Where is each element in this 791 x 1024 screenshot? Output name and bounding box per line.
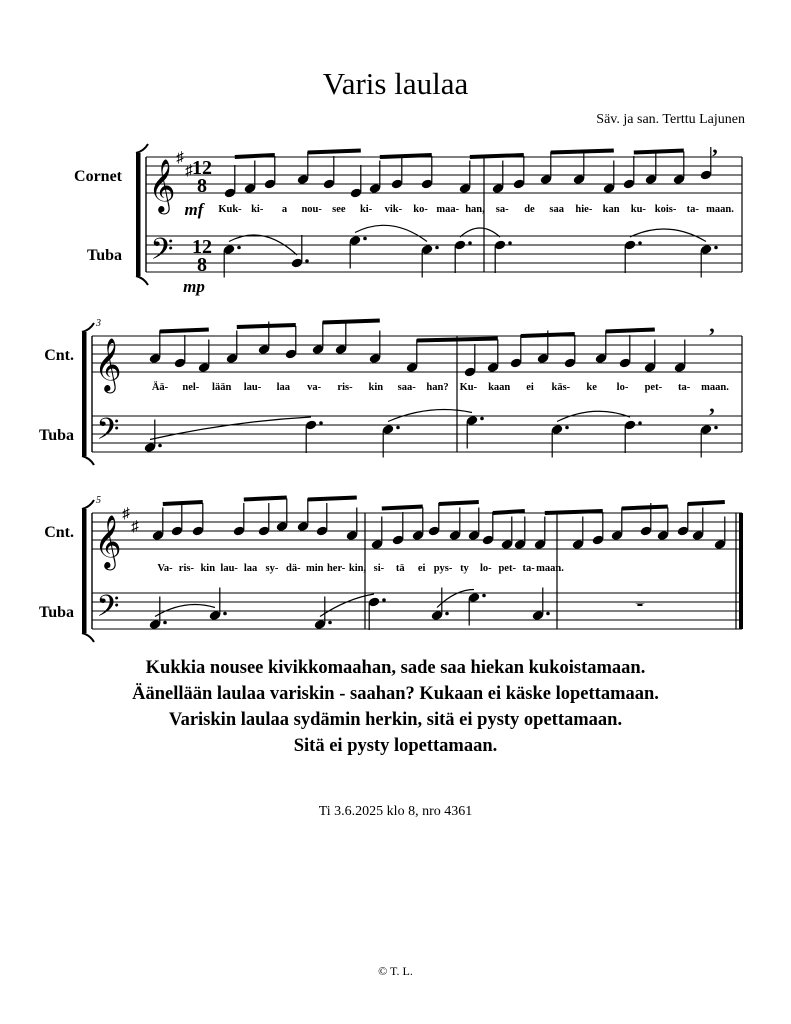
dot xyxy=(546,612,550,616)
lyric-syllable: maan. xyxy=(536,563,564,574)
treble-clef-icon: 𝄞 xyxy=(94,516,122,567)
cornet-note xyxy=(392,512,405,546)
lyric-syllable: lau- xyxy=(243,382,262,393)
lyric-syllable: käs- xyxy=(551,382,571,393)
lyric-syllable: pet- xyxy=(644,382,663,393)
lyric-syllable: ris- xyxy=(337,382,353,393)
lyric-syllable: kin, xyxy=(348,563,367,574)
sharp-icon: ♯ xyxy=(131,519,139,535)
lyric-syllable: a xyxy=(281,204,288,215)
copyright-notice: © T. L. xyxy=(378,964,413,978)
cornet-note xyxy=(510,335,523,369)
lyric-syllable: saa- xyxy=(397,382,416,393)
lyric-syllable: Ku- xyxy=(459,382,478,393)
dot xyxy=(237,246,241,250)
lyrics-line: Äänellään laulaa variskin - saahan? Kukaan ei käske lopettamaan. xyxy=(132,684,659,704)
system-bracket xyxy=(136,153,141,276)
cornet-note xyxy=(285,326,298,360)
lyric-syllable: dä- xyxy=(286,563,301,574)
dot xyxy=(638,241,642,245)
cornet-notes xyxy=(224,147,713,199)
lyric-syllable: lään xyxy=(212,382,232,393)
cornet-note xyxy=(312,322,325,356)
cornet-note xyxy=(224,165,237,199)
cornet-note xyxy=(276,499,289,533)
tuba-staff xyxy=(146,236,742,272)
lyric-syllable: Va- xyxy=(157,563,173,574)
dot xyxy=(468,241,472,245)
cornet-note xyxy=(421,156,434,190)
lyrics-line: Variskin laulaa sydämin herkin, sitä ei pysty opettamaan. xyxy=(168,710,623,730)
note-beam xyxy=(493,511,525,513)
cornet-note xyxy=(264,156,277,190)
note-beam xyxy=(545,511,603,513)
slur xyxy=(437,590,474,608)
cornet-note xyxy=(564,335,577,369)
cornet-note xyxy=(316,503,329,537)
lyric-syllable: ei xyxy=(526,382,534,393)
note-beam xyxy=(382,507,423,509)
lyric-syllable: kois- xyxy=(654,204,677,215)
tuba-note xyxy=(454,239,467,273)
cornet-note xyxy=(482,512,495,546)
time-signature-top: 12 xyxy=(192,236,212,258)
lyric-syllable: ku- xyxy=(630,204,646,215)
tuba-notes xyxy=(223,225,718,277)
tuba-note xyxy=(624,239,637,273)
lyric-syllable: lo- xyxy=(616,382,629,393)
lyrics-row xyxy=(218,204,734,215)
tuba-note xyxy=(305,419,318,453)
cornet-note xyxy=(258,503,271,537)
note-beam xyxy=(163,502,203,504)
lyrics-text-block xyxy=(0,655,791,759)
lyric-syllable: Ää- xyxy=(151,382,169,393)
cornet-note xyxy=(623,156,636,190)
sharp-icon: ♯ xyxy=(185,163,193,179)
note-beam xyxy=(521,334,575,336)
bracket-hook xyxy=(136,144,148,153)
treble-clef-icon: 𝄞 xyxy=(94,339,122,390)
slur xyxy=(630,229,706,242)
dot xyxy=(480,417,484,421)
cornet-note xyxy=(391,156,404,190)
footer-date: Ti 3.6.2025 klo 8, nro 4361 xyxy=(318,804,473,819)
breath-mark: , xyxy=(709,312,715,337)
tuba-note xyxy=(291,235,304,269)
lyric-syllable: ei xyxy=(417,563,426,574)
lyric-syllable: ko- xyxy=(413,204,428,215)
slur xyxy=(150,417,311,440)
lyric-syllable: ty xyxy=(460,563,469,574)
cornet-note xyxy=(677,503,690,537)
lyric-syllable: see xyxy=(332,204,346,215)
lyric-syllable: Kuk- xyxy=(218,204,242,215)
lyrics-line: Sitä ei pysty lopettamaan. xyxy=(293,736,498,756)
dot xyxy=(363,237,367,241)
note-beam xyxy=(551,151,614,153)
dot xyxy=(445,612,449,616)
dot xyxy=(163,621,167,625)
dot xyxy=(565,426,569,430)
lyric-syllable: tä xyxy=(395,563,405,574)
part-label-cornet: Cnt. xyxy=(44,347,74,364)
dot xyxy=(305,259,309,263)
dot xyxy=(382,598,386,602)
dot xyxy=(714,246,718,250)
part-label-tuba: Tuba xyxy=(87,247,122,264)
dot xyxy=(638,421,642,425)
note-beam xyxy=(439,502,479,504)
part-label-tuba: Tuba xyxy=(39,604,74,621)
lyric-syllable: nou- xyxy=(301,204,322,215)
final-barline-thick xyxy=(739,513,743,629)
breath-mark: , xyxy=(712,133,718,158)
part-label-cornet: Cnt. xyxy=(44,524,74,541)
lyric-syllable: pys- xyxy=(433,563,453,574)
lyrics-row xyxy=(157,563,564,574)
tuba-note xyxy=(494,239,507,273)
note-beam xyxy=(235,155,275,157)
lyric-syllable: laa xyxy=(276,382,291,393)
bracket-hook xyxy=(82,500,94,509)
cornet-note xyxy=(350,165,363,199)
lyric-syllable: va- xyxy=(307,382,322,393)
composer-credit: Säv. ja san. Terttu Lajunen xyxy=(596,112,745,127)
lyric-syllable: her- xyxy=(326,563,346,574)
lyrics-row xyxy=(152,380,729,393)
cornet-note xyxy=(592,512,605,546)
time-signature-top: 12 xyxy=(192,157,212,179)
dot xyxy=(158,444,162,448)
bracket-hook xyxy=(82,456,94,465)
time-signature-bottom: 8 xyxy=(197,254,207,276)
bass-clef-icon: 𝄢 xyxy=(150,233,174,273)
tuba-note xyxy=(624,419,637,453)
lyrics-line: Kukkia nousee kivikkomaahan, sade saa hiekan kukoistamaan. xyxy=(145,658,646,678)
dot xyxy=(328,621,332,625)
note-beam xyxy=(380,155,432,157)
lyric-syllable: lo- xyxy=(479,563,492,574)
lyric-syllable: ta- xyxy=(686,204,699,215)
cornet-note xyxy=(174,335,187,369)
dot xyxy=(435,246,439,250)
sharp-icon: ♯ xyxy=(122,506,130,522)
time-signature-bottom: 8 xyxy=(197,175,207,197)
dot xyxy=(714,426,718,430)
cornet-note xyxy=(513,156,526,190)
cornet-notes xyxy=(149,321,687,378)
lyric-syllable: ta- xyxy=(522,563,535,574)
whole-rest-icon: 𝄻 xyxy=(635,597,645,623)
dot xyxy=(482,594,486,598)
system-2 xyxy=(39,312,742,465)
lyric-syllable: kin xyxy=(200,563,216,574)
bass-clef-icon: 𝄢 xyxy=(96,590,120,630)
note-beam xyxy=(323,321,380,323)
cornet-note xyxy=(464,344,477,378)
lyric-syllable: laa xyxy=(243,563,258,574)
lyric-syllable: maa- xyxy=(436,204,460,215)
cornet-note xyxy=(171,503,184,537)
dynamic-cornet: mf xyxy=(184,200,204,219)
lyric-syllable: han, xyxy=(465,204,485,215)
cornet-note xyxy=(192,503,205,537)
bracket-hook xyxy=(82,323,94,332)
cornet-note xyxy=(297,499,310,533)
bracket-hook xyxy=(82,633,94,642)
cornet-note xyxy=(700,147,713,181)
lyric-syllable: kin xyxy=(368,382,384,393)
system-bracket xyxy=(82,509,87,633)
cornet-note xyxy=(335,322,348,356)
lyric-syllable: maan. xyxy=(701,382,729,393)
note-beam xyxy=(244,498,287,500)
note-beam xyxy=(160,330,209,332)
note-beam xyxy=(417,339,498,341)
dot xyxy=(508,241,512,245)
lyric-syllable: ki- xyxy=(359,204,373,215)
lyric-syllable: de xyxy=(524,204,535,215)
measure-number: 5 xyxy=(96,495,101,506)
dot xyxy=(319,421,323,425)
cornet-note xyxy=(619,335,632,369)
lyric-syllable: hie- xyxy=(575,204,593,215)
lyric-syllable: min xyxy=(305,563,324,574)
system-3 xyxy=(39,495,743,642)
lyric-syllable: pet- xyxy=(498,563,516,574)
sharp-icon: ♯ xyxy=(176,150,184,166)
note-beam xyxy=(606,330,655,332)
lyric-syllable: kaan xyxy=(488,382,511,393)
lyric-syllable: saa xyxy=(549,204,564,215)
lyric-syllable: ki- xyxy=(251,204,264,215)
cornet-note xyxy=(428,503,441,537)
part-label-tuba: Tuba xyxy=(39,427,74,444)
lyric-syllable: sa- xyxy=(495,204,509,215)
breath-mark: , xyxy=(709,392,715,417)
bass-clef-icon: 𝄢 xyxy=(96,413,120,453)
lyric-syllable: si- xyxy=(373,563,385,574)
dynamic-tuba: mp xyxy=(183,277,205,296)
system-bracket xyxy=(82,332,87,456)
note-beam xyxy=(308,151,361,153)
score-title: Varis laulaa xyxy=(322,66,469,101)
lyric-syllable: nel- xyxy=(182,382,200,393)
note-beam xyxy=(622,507,668,509)
lyric-syllable: ke xyxy=(586,382,597,393)
cornet-notes xyxy=(152,498,727,551)
dot xyxy=(223,612,227,616)
note-beam xyxy=(237,325,296,327)
note-beam xyxy=(470,155,524,157)
cornet-note xyxy=(233,503,246,537)
lyric-syllable: ta- xyxy=(678,382,691,393)
dot xyxy=(396,426,400,430)
part-label-cornet: Cornet xyxy=(74,168,122,185)
cornet-note xyxy=(323,156,336,190)
note-beam xyxy=(688,502,725,504)
bracket-hook xyxy=(136,276,148,285)
treble-clef-icon: 𝄞 xyxy=(148,160,176,211)
system-1 xyxy=(74,133,742,296)
tuba-notes xyxy=(149,588,550,631)
measure-number: 3 xyxy=(96,318,101,329)
lyric-syllable: han? xyxy=(426,382,449,393)
lyric-syllable: ris- xyxy=(178,563,194,574)
tuba-note xyxy=(368,596,381,630)
lyric-syllable: sy- xyxy=(265,563,279,574)
note-beam xyxy=(308,498,357,500)
note-beam xyxy=(634,151,684,153)
slur xyxy=(320,594,374,617)
tuba-staff xyxy=(92,416,742,452)
lyric-syllable: kan xyxy=(602,204,620,215)
lyric-syllable: maan. xyxy=(706,204,734,215)
lyric-syllable: vik- xyxy=(384,204,403,215)
lyric-syllable: lau- xyxy=(220,563,238,574)
